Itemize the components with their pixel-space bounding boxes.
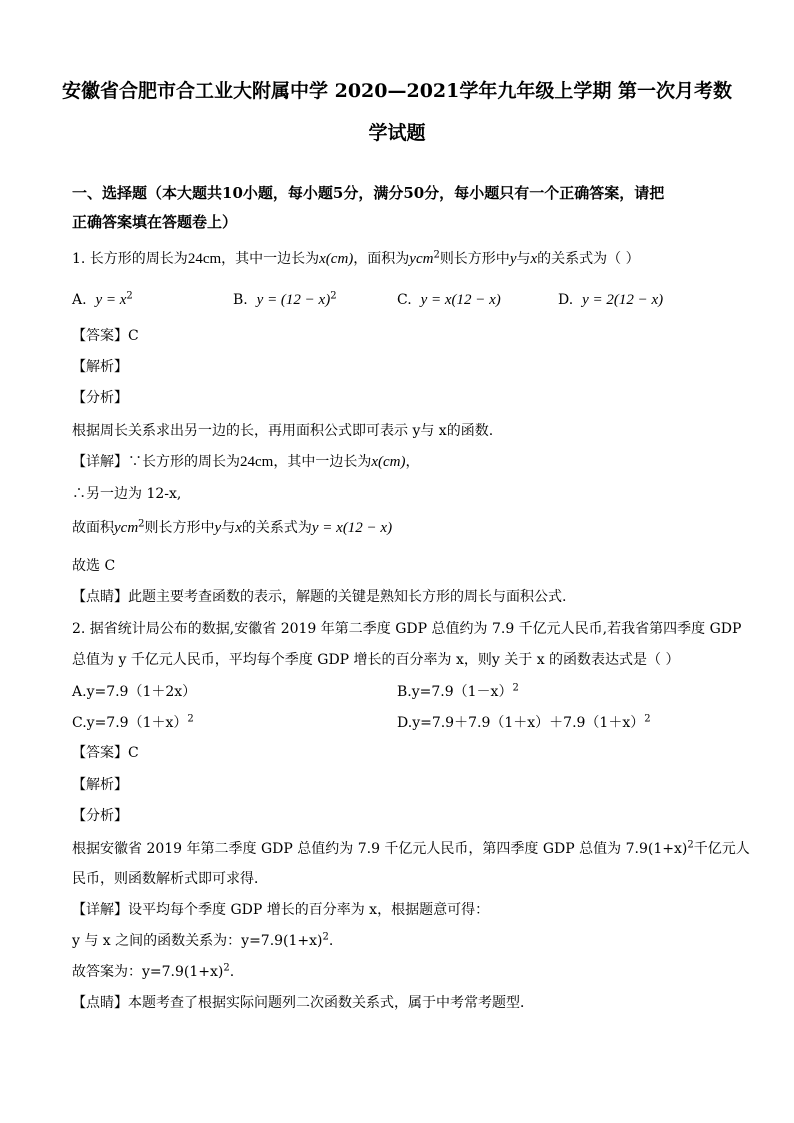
q1-detail-line1: 【详解】∵长方形的周长为24cm，其中一边长为x(cm)， <box>72 454 420 470</box>
document-title: 安徽省合肥市合工业大附属中学 2020—2021学年九年级上学期 第一次月考数学试题 <box>62 80 732 144</box>
q1-option-c: C. y = x(12 − x) <box>397 292 501 308</box>
q1-option-d: D. y = 2(12 − x) <box>558 292 664 308</box>
section-header-line1: 一、选择题（本大题共10小题，每小题5分，满分50分，每小题只有一个正确答案，请把 <box>72 184 665 202</box>
question-2-stem-line2: 总值为 y 千亿元人民币，平均每个季度 GDP 增长的百分率为 x，则y 关于 x 的函数表达式是（ ） <box>72 652 680 668</box>
q1-comment: 【点睛】此题主要考查函数的表示，解题的关键是熟知长方形的周长与面积公式. <box>72 589 567 605</box>
q2-option-a: A.y=7.9（1＋2x） <box>72 684 197 700</box>
question-1-stem: 1. 长方形的周长为24cm，其中一边长为x(cm)，面积为ycm$^2$则长方形中y与x的关系式为（ ） <box>72 249 640 267</box>
q1-detail-line3: 故面积ycm$^2$则长方形中y与x的关系式为y = x(12 − x) <box>72 518 393 536</box>
q2-detail-line1: 【详解】设平均每个季度 GDP 增长的百分率为 x，根据题意可得： <box>72 902 490 918</box>
q1-answer: 【答案】C <box>72 328 139 344</box>
q1-analysis-tag: 【解析】 <box>72 359 128 375</box>
question-2-stem-line1: 2. 据省统计局公布的数据,安徽省 2019 年第二季度 GDP 总值约为 7.9 千亿元人民币,若我省第四季度 GDP <box>72 621 742 637</box>
q1-choose: 故选 C <box>72 558 116 574</box>
q2-option-c: $C.y=7.9(1+x)^2$ <box>72 713 194 731</box>
q1-fenxi-tag: 【分析】 <box>72 390 128 406</box>
q2-fenxi-line2: 民币，则函数解析式即可求得． <box>72 871 268 887</box>
q2-analysis-tag: 【解析】 <box>72 777 128 793</box>
q2-answer: 【答案】C <box>72 745 139 761</box>
q2-detail-line2: y 与 x 之间的函数关系为：$y=7.9(1+x)^2$. <box>72 931 334 949</box>
q2-comment: 【点睛】本题考查了根据实际问题列二次函数关系式，属于中考常考题型． <box>72 995 534 1011</box>
section-header-line2: 正确答案填在答题卷上） <box>72 213 238 231</box>
q2-fenxi-line1: 根据安徽省 2019 年第二季度 GDP 总值约为 7.9 千亿元人民币，第四季度 GDP 总值为 $7.9(1+x)^2$千亿元人 <box>72 839 750 857</box>
q2-option-d: $D.y=7.9+7.9(1+x)+7.9(1+x)^2$ <box>397 713 651 731</box>
q1-fenxi-text: 根据周长关系求出另一边的长，再用面积公式即可表示 y与 x的函数. <box>72 423 494 439</box>
q1-detail-line2: ∴另一边为 12-x, <box>72 486 182 502</box>
q2-detail-line3: 故答案为：$y=7.9(1+x)^2$. <box>72 962 235 980</box>
q2-option-b: $B.y=7.9(1-x)^2$ <box>397 682 519 700</box>
q1-option-b: B. $y = (12 - x)^2$ <box>233 290 337 308</box>
q1-option-a: A. $y = x^2$ <box>72 290 133 308</box>
q2-fenxi-tag: 【分析】 <box>72 808 128 824</box>
